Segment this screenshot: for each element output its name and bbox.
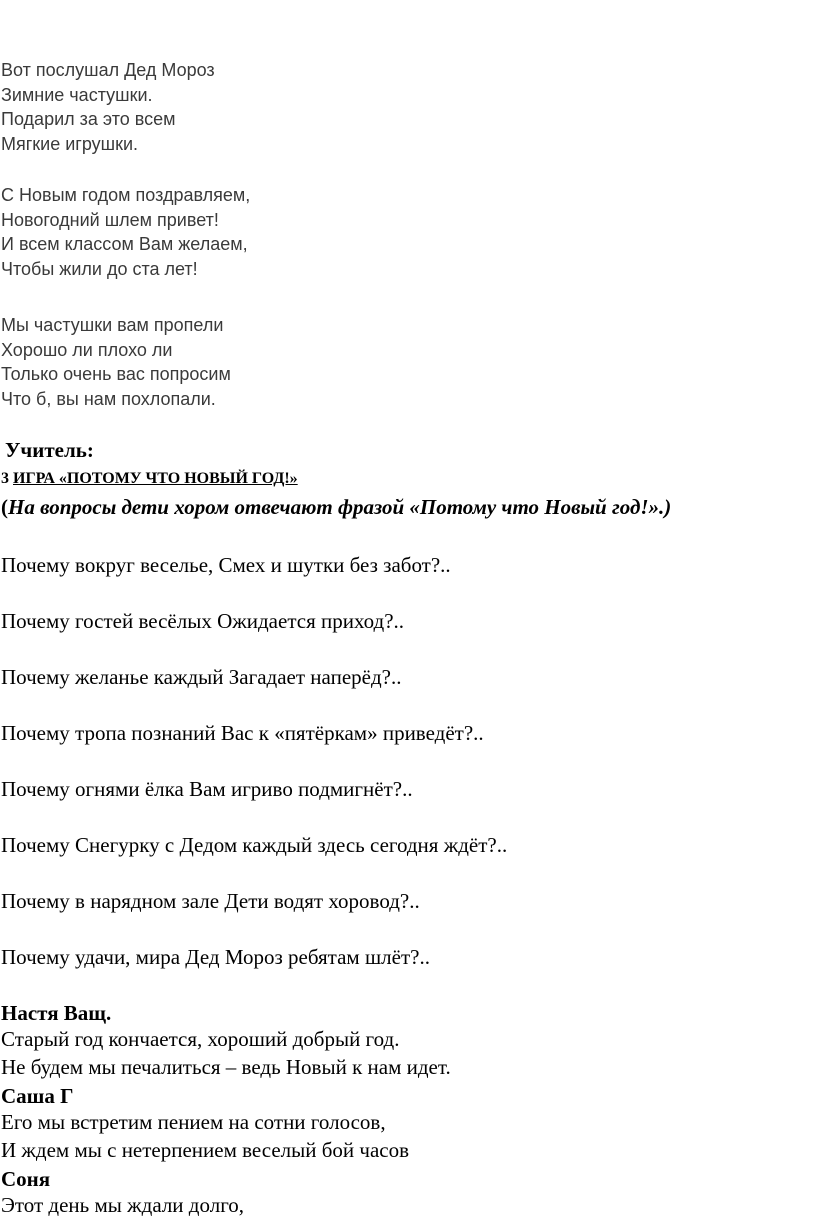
speaker-name: Соня [1, 1167, 51, 1191]
game-number: 3 [1, 470, 13, 487]
instruction-text: На вопросы дети хором отвечают фразой «Потому что Новый год!».) [8, 495, 672, 519]
stanza-line: Хорошо ли плохо ли [1, 339, 173, 360]
stanza-line: Подарил за это всем [1, 109, 176, 129]
instruction-open-paren: ( [1, 495, 8, 519]
game-title: ИГРА «ПОТОМУ ЧТО НОВЫЙ ГОД!» [13, 470, 298, 487]
question-line: Почему Снегурку с Дедом каждый здесь сегодня ждёт?.. [1, 833, 508, 857]
question-line: Почему гостей весёлых Ожидается приход?.. [1, 609, 405, 633]
chastushka-stanza-2 [1, 183, 250, 281]
speaker-name: Саша Г [1, 1084, 74, 1108]
speaker-name: Настя Ващ. [1, 1001, 112, 1025]
stanza-line: Мы частушки вам пропели [1, 315, 224, 335]
question-line: Почему тропа познаний Вас к «пятёркам» приведёт?.. [1, 721, 484, 745]
question-line: Почему вокруг веселье, Смех и шутки без забот?.. [1, 553, 451, 577]
speaker-line: И ждем мы с нетерпением веселый бой часов [1, 1138, 410, 1162]
chastushka-stanza-1 [1, 58, 215, 156]
stanza-line: С Новым годом поздравляем, [1, 185, 251, 205]
question-line: Почему огнями ёлка Вам игриво подмигнёт?.. [1, 777, 413, 801]
stanza-line: Чтобы жили до ста лет! [1, 258, 198, 279]
speaker-line: Старый год кончается, хороший добрый год. [1, 1027, 400, 1051]
stanza-line: Новогодний шлем привет! [1, 209, 219, 230]
stanza-line: Только очень вас попросим [1, 364, 231, 384]
stanza-line: Вот послушал Дед Мороз [1, 60, 215, 80]
speaker-line: Этот день мы ждали долго, [1, 1193, 245, 1217]
speaker-line: Не будем мы печалиться – ведь Новый к нам идет. [1, 1055, 451, 1079]
stanza-line: Мягкие игрушки. [1, 133, 139, 154]
game-heading [1, 470, 298, 488]
stanza-line: И всем классом Вам желаем, [1, 234, 248, 254]
chastushka-stanza-3 [1, 313, 231, 411]
speaker-line: Его мы встретим пением на сотни голосов, [1, 1110, 386, 1134]
question-line: Почему в нарядном зале Дети водят хоровод?.. [1, 889, 420, 913]
stanza-line: Что б, вы нам похлопали. [1, 388, 216, 409]
question-line: Почему желанье каждый Загадает наперёд?.. [1, 665, 402, 689]
question-line: Почему удачи, мира Дед Мороз ребятам шлёт?.. [1, 945, 430, 969]
teacher-label: Учитель: [5, 438, 94, 462]
stanza-line: Зимние частушки. [1, 84, 153, 105]
game-instruction [1, 495, 671, 520]
